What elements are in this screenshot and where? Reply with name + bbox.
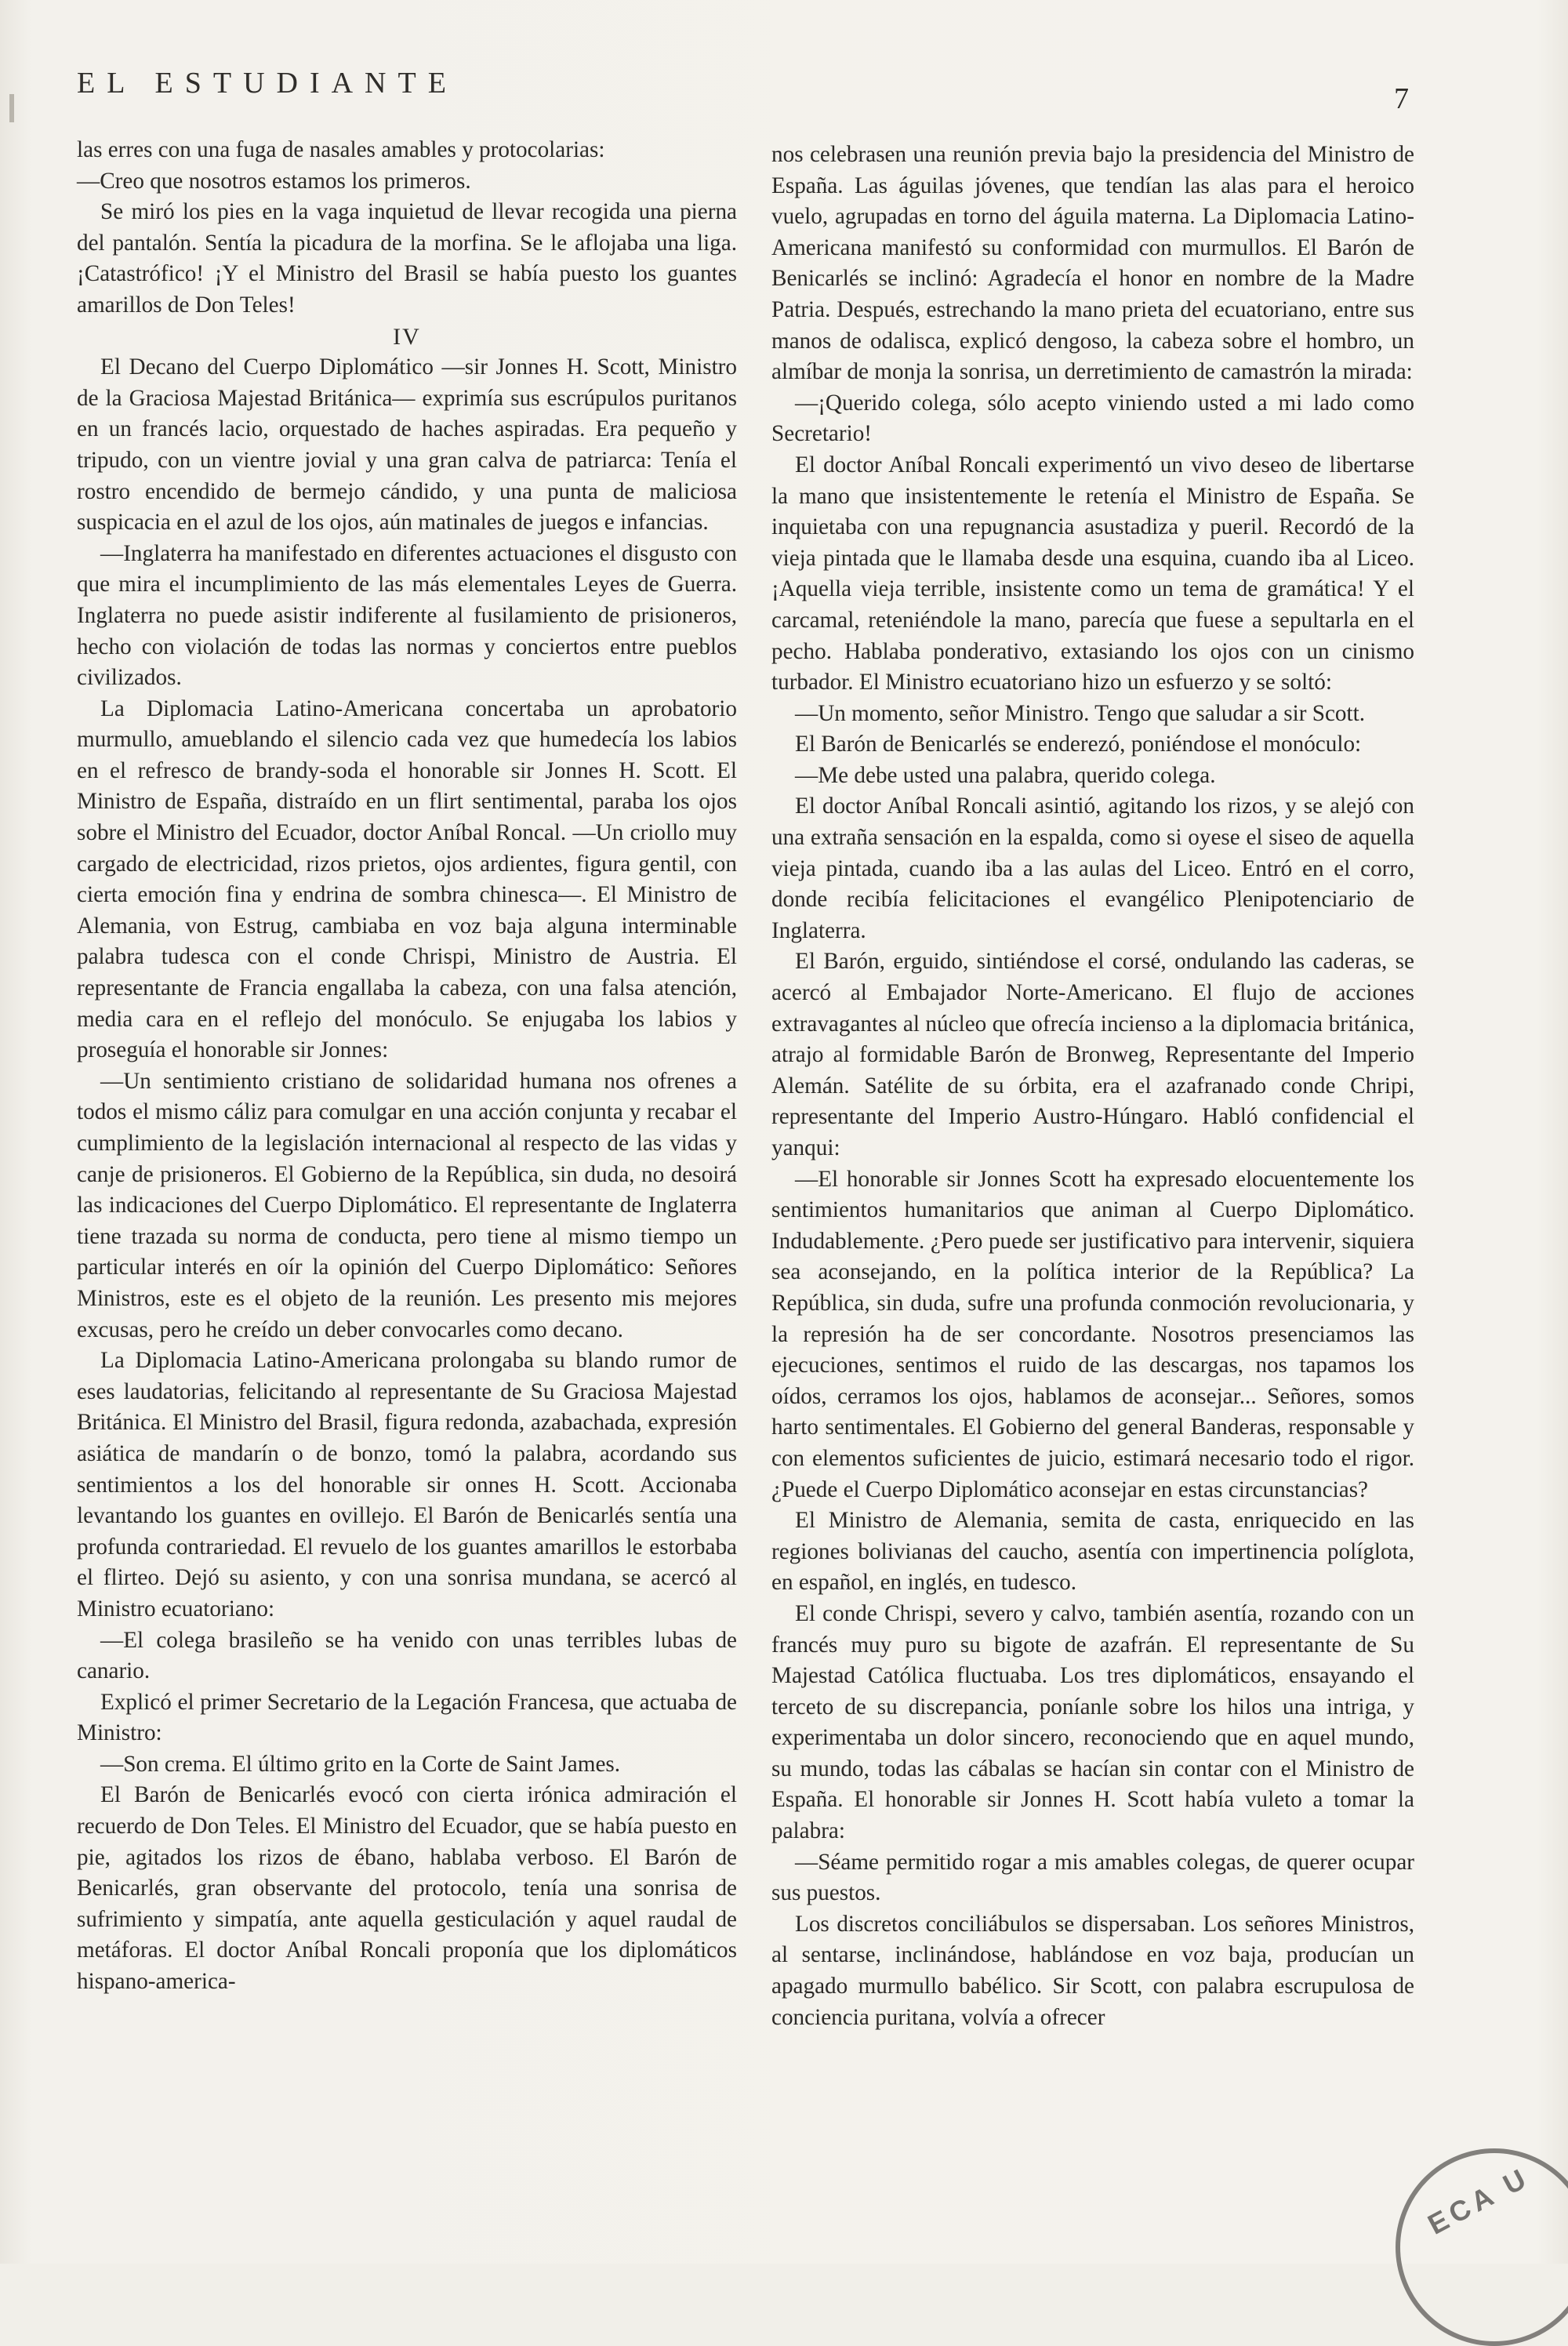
dialogue-line: —¡Querido colega, sólo acepto viniendo usted a mi lado como Secretario! [771, 390, 1414, 447]
paragraph: La Diplomacia Latino-Americana concertaba un aprobatorio murmullo, amueblando el silencio cada vez que humedecía los labios en el refresco de brandy-soda el honorable sir Jonnes H. Scott. El Ministro de España, distraído en un flirt sentimental, paraba los ojos sobre el Ministro del Ecuador, doctor Aníbal Roncal. —Un criollo muy cargado de electricidad, rizos prietos, ojos ardientes, figura gentil, con cierta emoción fina y endrina de sombra chinesca—. El Ministro de Alemania, von Estrug, cambiaba en voz baja alguna interminable palabra tudesca con el conde Chrispi, Ministro de Austria. El representante de Francia engallaba la cabeza, con una falsa atención, media cara en el reflejo del monóculo. Se enjugaba los labios y proseguía el honorable sir Jonnes: [77, 695, 737, 1063]
paragraph: El doctor Aníbal Roncali asintió, agitando los rizos, y se alejó con una extraña sensación en la espalda, como si oyese el siseo de aquella vieja pintada, cuando iba a las aulas del Liceo. Entró en el corro, donde recibía felicitaciones el evangélico Plenipotenciario de Inglaterra. [771, 794, 1414, 943]
page-number: 7 [1394, 82, 1409, 115]
paragraph: El Barón de Benicarlés se enderezó, poniéndose el monóculo: [795, 732, 1362, 757]
running-head: EL ESTUDIANTE [77, 67, 458, 100]
paragraph: El Decano del Cuerpo Diplomático —sir Jonnes H. Scott, Ministro de la Graciosa Majestad Británica— exprimía sus escrúpulos puritanos en un francés lacio, orquestado de haches aspiradas. Era pequeño y tripudo, con un vientre jovial y una gran calva de patriarca: Tenía el rostro encendido de bermejo cándido, y una punta de maliciosa suspicacia en el azul de los ojos, aún matinales de juegos e infancias. [77, 354, 737, 536]
right-column [771, 140, 1414, 2033]
dialogue-line: —Me debe usted una palabra, querido colega. [795, 762, 1216, 788]
dialogue-line: —Inglaterra ha manifestado en diferentes actuaciones el disgusto con que mira el incumplimiento de las más elementales Leyes de Guerra. Inglaterra no puede asistir indiferente al fusilamiento de prisioneros, hecho con violación de todas las normas y conciertos entre pueblos civilizados. [77, 540, 737, 691]
library-stamp [1396, 2148, 1568, 2346]
dialogue-line: —Un momento, señor Ministro. Tengo que saludar a sir Scott. [795, 700, 1366, 726]
dialogue-line: —Séame permitido rogar a mis amables colegas, de querer ocupar sus puestos. [771, 1849, 1414, 1906]
section-number: IV [393, 323, 421, 350]
paragraph: El doctor Aníbal Roncali experimentó un vivo deseo de libertarse la mano que insistentemente le retenía el Ministro de España. Se inquietaba con una repugnancia asustadiza y pueril. Recordó de la vieja pintada que le llamaba desde una esquina, cuando iba al Liceo. ¡Aquella vieja terrible, insistente como un tema de gramática! Y el carcamal, reteniéndole la mano, parecía que fuese a sepultarla en el pecho. Hablaba ponderativo, extasiando los ojos con un cinismo turbador. El Ministro ecuatoriano hizo un esfuerzo y se soltó: [771, 452, 1414, 695]
paragraph: nos celebrasen una reunión previa bajo la presidencia del Ministro de España. Las águilas jóvenes, que tendían las alas para el heroico vuelo, agrupadas en torno del águila materna. La Diplomacia Latino-Americana manifestó su conformidad con murmullos. El Barón de Benicarlés se inclinó: Agradecía el honor en nombre de la Madre Patria. Después, estrechando la mano prieta del ecuatoriano, entre sus manos de odalisca, explicó dengoso, la cabeza sobre el hombro, un almíbar de monja la sonrisa, un derretimiento de camastrón la mirada: [771, 142, 1414, 385]
paragraph: Se miró los pies en la vaga inquietud de llevar recogida una pierna del pantalón. Sentía la picadura de la morfina. Se le aflojaba una liga. ¡Catastrófico! ¡Y el Ministro del Brasil se había puesto los guantes amarillos de Don Teles! [77, 199, 737, 318]
paragraph: Explicó el primer Secretario de la Legación Francesa, que actuaba de Ministro: [77, 1689, 737, 1746]
dialogue-line: —Son crema. El último grito en la Corte de Saint James. [100, 1751, 621, 1777]
stamp-text: ECA U [1422, 2160, 1535, 2241]
dialogue-line: —El honorable sir Jonnes Scott ha expresado elocuentemente los sentimientos humanitarios que animan al Cuerpo Diplomático. Indudablemente. ¿Pero puede ser justificativo para intervenir, siquiera sea aconsejando, en la política interior de la República? La República, sin duda, sufre una profunda conmoción revolucionaria, y la represión ha de ser concordante. Nosotros presenciamos las ejecuciones, sentimos el ruido de las descargas, nos tapamos los oídos, cerramos los ojos, hablamos de aconsejar... Señores, somos harto sentimentales. El Gobierno del general Banderas, responsable y con elementos suficientes de juicio, estimará necesario todo el rigor. ¿Puede el Cuerpo Diplomático aconsejar en estas circunstancias? [771, 1166, 1414, 1502]
dialogue-line: —Creo que nosotros estamos los primeros. [77, 168, 471, 194]
paragraph: El Barón de Benicarlés evocó con cierta irónica admiración el recuerdo de Don Teles. El Ministro del Ecuador, que se había puesto en pie, agitados los rizos de ébano, hablaba verboso. El Barón de Benicarlés, gran observante del protocolo, tenía una sonrisa de sufrimiento y simpatía, ante aquella gesticulación y aquel raudal de metáforas. El doctor Aníbal Roncali proponía que los diplomáticos hispano-america- [77, 1782, 737, 1995]
paragraph: El conde Chrispi, severo y calvo, también asentía, rozando con un francés muy puro su bigote de azafrán. El representante de Su Majestad Católica fluctuaba. Los tres diplomáticos, ensayando el terceto de su discrepancia, poníanle sobre los hilos una intriga, y experimentaba un dolor sincero, reconociendo que en aquel mundo, su mundo, todas las cábalas se hacían sin contar con el Ministro de España. El honorable sir Jonnes H. Scott había vuleto a tomar la palabra: [771, 1600, 1414, 1844]
paragraph: El Ministro de Alemania, semita de casta, enriquecido en las regiones bolivianas del caucho, asentía con impertinencia políglota, en español, en inglés, en tudesco. [771, 1508, 1414, 1596]
dialogue-line: —El colega brasileño se ha venido con unas terribles lubas de canario. [77, 1627, 737, 1684]
paragraph: El Barón, erguido, sintiéndose el corsé, ondulando las caderas, se acercó al Embajador Norte-Americano. El flujo de acciones extravagantes al núcleo que ofrecía incienso a la diplomacia británica, atrajo al formidable Barón de Bronweg, Representante del Imperio Alemán. Satélite de su órbita, era el azafranado conde Chripi, representante del Imperio Austro-Húngaro. Habló confidencial el yanqui: [771, 949, 1414, 1160]
paragraph: La Diplomacia Latino-Americana prolongaba su blando rumor de eses laudatorias, felicitando al representante de Su Graciosa Majestad Británica. El Ministro del Brasil, figura redonda, azabachada, expresión asiática de mandarín o de bonzo, tomó la palabra, acordando sus sentimientos a los del honorable sir onnes H. Scott. Accionaba levantando los guantes en ovillejo. El Barón de Benicarlés sentía una profunda contrariedad. El revuelo de los guantes amarillos le estorbaba el flirteo. Dejó su asiento, y con una sonrisa mundana, se acercó al Ministro ecuatoriano: [77, 1348, 737, 1622]
paragraph: Los discretos conciliábulos se dispersaban. Los señores Ministros, al sentarse, inclinándose, hablándose en voz baja, producían un apagado murmullo babélico. Sir Scott, con palabra escrupulosa de conciencia puritana, volvía a ofrecer [771, 1911, 1414, 2030]
dialogue-line: —Un sentimiento cristiano de solidaridad humana nos ofrenes a todos el mismo cáliz para comulgar en una acción conjunta y recabar el cumplimiento de la legislación internacional al respecto de las vidas y canje de prisioneros. El Gobierno de la República, sin duda, no desoirá las indicaciones del Cuerpo Diplomático. El representante de Inglaterra tiene trazada su norma de conducta, pero tiene al mismo tiempo un particular interés en oír la opinión del Cuerpo Diplomático: Señores Ministros, este es el objeto de la reunión. Les presento mis mejores excusas, pero he creído un deber convocarles como decano. [77, 1068, 737, 1342]
left-column [77, 135, 737, 1998]
binding-mark [9, 94, 14, 122]
paragraph: las erres con una fuga de nasales amables y protocolarias: [77, 137, 605, 162]
